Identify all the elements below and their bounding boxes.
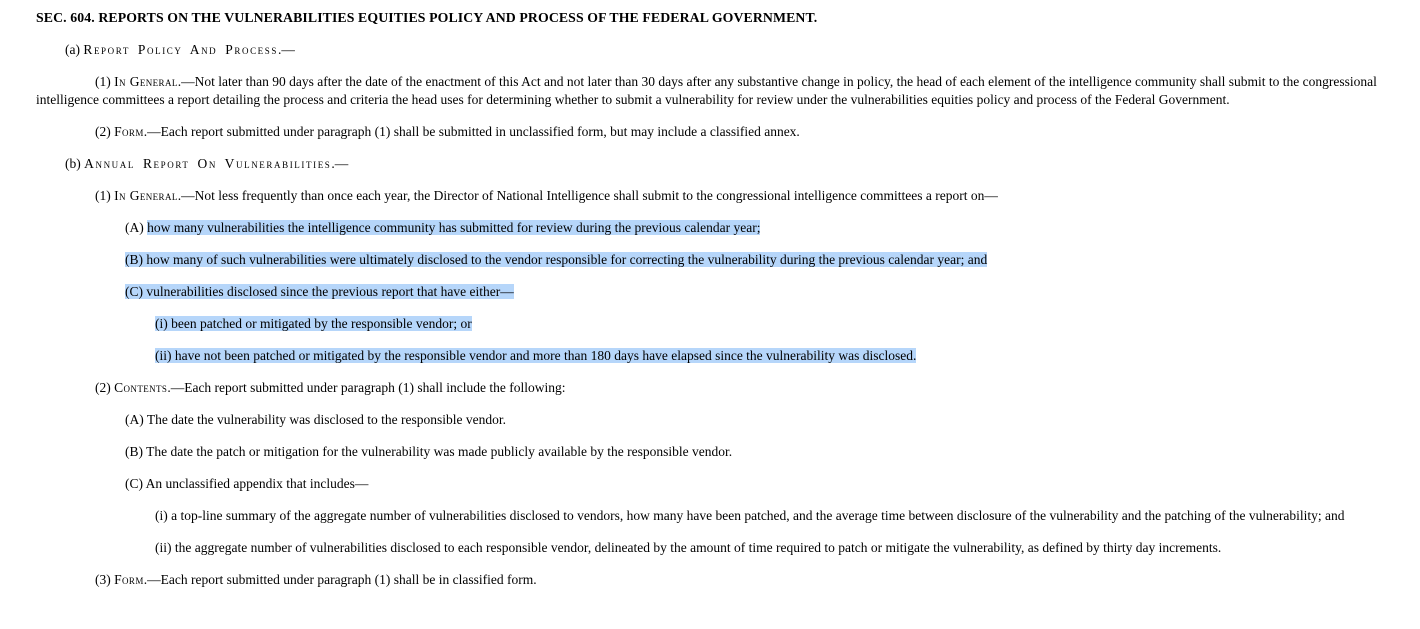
text-segment: In General	[114, 74, 178, 89]
paragraph-b-1-C	[50, 283, 1386, 301]
text-segment: Form	[114, 571, 144, 587]
paragraph-b-2-C	[50, 475, 1386, 493]
text-segment: .—	[331, 155, 349, 171]
paragraph-b-2-A	[50, 411, 1386, 429]
text-segment: .—Each report submitted under paragraph (1) shall be in classified form.	[143, 571, 537, 587]
text-segment: (i) a top-line summary of the aggregate number of vulnerabilities disclosed to vendors, how many have been patched, and the average time between disclosure of the vulnerability and the patching of the vulnerability; and	[155, 507, 1345, 523]
text-segment: (C) An unclassified appendix that includes—	[125, 475, 369, 491]
section-heading: SEC. 604. REPORTS ON THE VULNERABILITIES EQUITIES POLICY AND PROCESS OF THE FEDERAL GOVERNMENT.	[36, 10, 818, 25]
paragraph-a	[36, 41, 1386, 59]
text-segment: (3)	[95, 571, 115, 587]
selected-text: (i) been patched or mitigated by the responsible vendor; or	[155, 315, 472, 331]
paragraph-a-2	[36, 123, 1386, 141]
text-segment: Annual Report On Vulnerabilities	[84, 155, 332, 171]
paragraph-b-3	[36, 571, 1386, 589]
selected-text: (B) how many of such vulnerabilities were ultimately disclosed to the vendor responsible for correcting the vulnerability during the previous calendar year; and	[125, 251, 988, 267]
selected-text: how many vulnerabilities the intelligence community has submitted for review during the previous calendar year;	[147, 219, 761, 235]
text-segment: (A)	[125, 219, 148, 235]
text-segment: .—Not less frequently than once each year, the Director of National Intelligence shall submit to the congressional intelligence committees a report on—	[177, 187, 998, 203]
paragraph-b-1-A	[50, 219, 1386, 237]
document-body	[36, 41, 1386, 588]
paragraph-b-1-C-ii	[65, 347, 1386, 365]
text-segment: .—Each report submitted under paragraph (1) shall be submitted in unclassified form, but may include a classified annex.	[143, 123, 800, 139]
text-segment: (A) The date the vulnerability was disclosed to the responsible vendor.	[125, 411, 507, 427]
text-segment: Form	[114, 123, 144, 139]
paragraph-b	[36, 155, 1386, 173]
selected-text: (C) vulnerabilities disclosed since the previous report that have either—	[125, 283, 514, 299]
selected-text: (ii) have not been patched or mitigated by the responsible vendor and more than 180 days have elapsed since the vulnerability was disclosed.	[155, 347, 917, 363]
text-segment: .—Each report submitted under paragraph (1) shall include the following:	[167, 379, 566, 395]
text-segment: (a)	[65, 42, 84, 57]
text-segment: (ii) the aggregate number of vulnerabilities disclosed to each responsible vendor, delineated by the amount of time required to patch or mitigate the vulnerability, as defined by thirty day increments.	[155, 539, 1222, 555]
paragraph-a-1	[36, 73, 1386, 108]
paragraph-b-2-C-ii	[65, 539, 1386, 557]
text-segment: (b)	[65, 155, 85, 171]
text-segment: (2)	[95, 379, 115, 395]
text-segment: (1)	[95, 74, 115, 89]
paragraph-b-1-B	[50, 251, 1386, 269]
text-segment: .—Not later than 90 days after the date of the enactment of this Act and not later than 30 days after any substantive change in policy, the head of each element of the intelligence community shall submit to the congressional intelligence committees a report detailing the process and criteria the head uses for determining whether to submit a vulnerability for review under the vulnerabilities equities policy and process of the Federal Government.	[36, 74, 1377, 107]
paragraph-b-2-B	[50, 443, 1386, 461]
paragraph-b-2-C-i	[65, 507, 1386, 525]
text-segment: Report Policy And Process	[83, 42, 278, 57]
paragraph-b-1-C-i	[65, 315, 1386, 333]
text-segment: (B) The date the patch or mitigation for the vulnerability was made publicly available by the responsible vendor.	[125, 443, 733, 459]
text-segment: Contents	[114, 379, 168, 395]
paragraph-b-1	[36, 187, 1386, 205]
text-segment: .—	[277, 42, 295, 57]
paragraph-b-2	[36, 379, 1386, 397]
text-segment: (1)	[95, 187, 115, 203]
text-segment: In General	[114, 187, 178, 203]
text-segment: (2)	[95, 123, 115, 139]
